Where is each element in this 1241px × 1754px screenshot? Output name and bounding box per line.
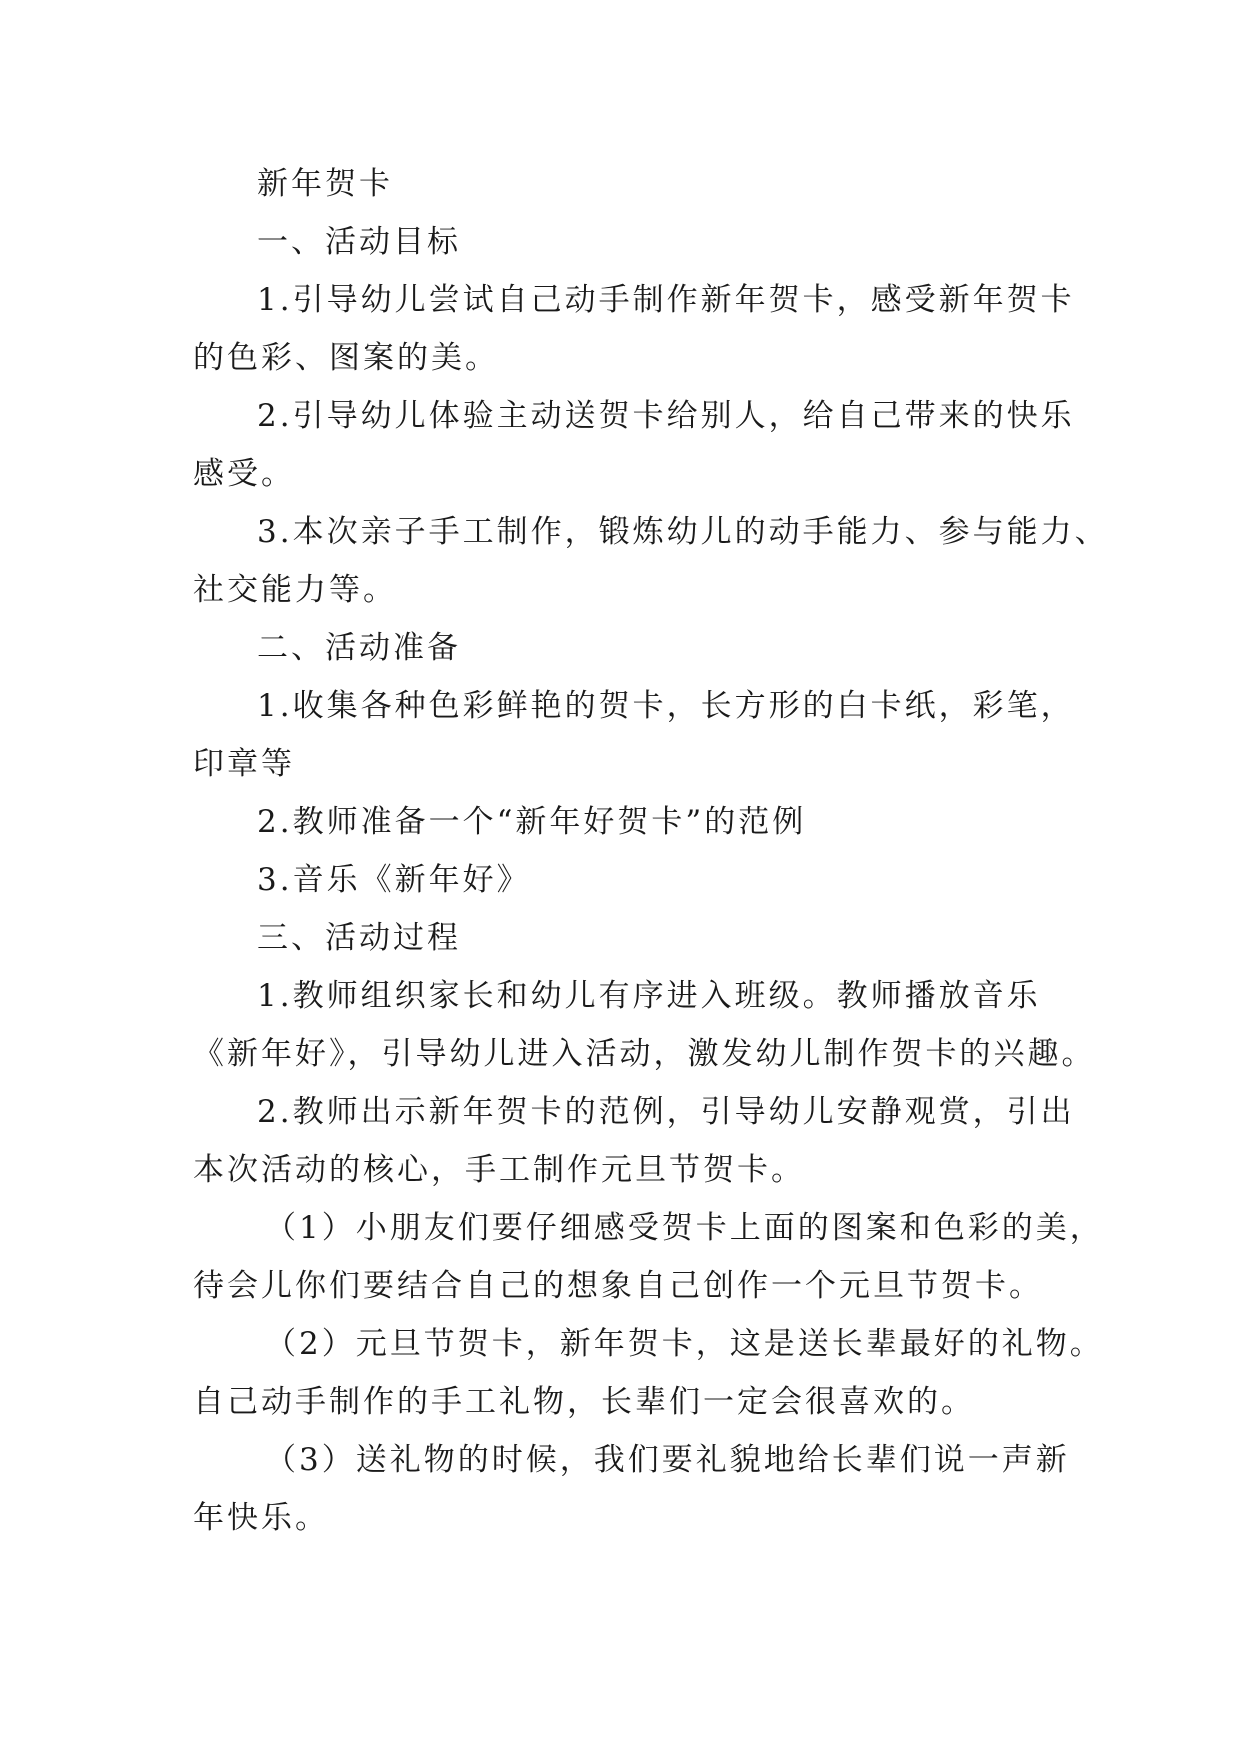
process-item-2-line-1: 2.教师出示新年贺卡的范例，引导幼儿安静观赏，引出 [257, 1094, 1075, 1130]
process-item-1-line-1: 1.教师组织家长和幼儿有序进入班级。教师播放音乐 [257, 978, 1041, 1014]
prep-item-3: 3.音乐《新年好》 [257, 862, 531, 898]
process-item-2-line-2: 本次活动的核心，手工制作元旦节贺卡。 [193, 1152, 805, 1188]
process-sub-1-line-2: 待会儿你们要结合自己的想象自己创作一个元旦节贺卡。 [193, 1268, 1043, 1304]
section-heading-prep: 二、活动准备 [257, 630, 461, 666]
process-sub-2-line-1: （2）元旦节贺卡，新年贺卡，这是送长辈最好的礼物。 [265, 1326, 1104, 1362]
goal-item-1-line-1: 1.引导幼儿尝试自己动手制作新年贺卡，感受新年贺卡 [257, 282, 1075, 318]
goal-item-2-line-1: 2.引导幼儿体验主动送贺卡给别人，给自己带来的快乐 [257, 398, 1075, 434]
process-sub-3-line-1: （3）送礼物的时候，我们要礼貌地给长辈们说一声新 [265, 1442, 1070, 1478]
goal-item-2-line-2: 感受。 [193, 456, 295, 492]
goal-item-3-line-2: 社交能力等。 [193, 572, 397, 608]
section-heading-goals: 一、活动目标 [257, 224, 461, 260]
process-sub-3-line-2: 年快乐。 [193, 1500, 329, 1536]
process-sub-2-line-2: 自己动手制作的手工礼物，长辈们一定会很喜欢的。 [193, 1384, 975, 1420]
prep-item-1-line-1: 1.收集各种色彩鲜艳的贺卡，长方形的白卡纸，彩笔， [257, 688, 1075, 724]
goal-item-3-line-1: 3.本次亲子手工制作，锻炼幼儿的动手能力、参与能力、 [257, 514, 1109, 550]
process-item-1-line-2: 《新年好》，引导幼儿进入活动，激发幼儿制作贺卡的兴趣。 [193, 1036, 1096, 1072]
process-sub-1-line-1: （1）小朋友们要仔细感受贺卡上面的图案和色彩的美， [265, 1210, 1104, 1246]
prep-item-1-line-2: 印章等 [193, 746, 295, 782]
document-title: 新年贺卡 [257, 166, 393, 202]
document-body [193, 155, 1109, 1547]
section-heading-process: 三、活动过程 [257, 920, 461, 956]
prep-item-2: 2.教师准备一个“新年好贺卡”的范例 [257, 804, 807, 840]
goal-item-1-line-2: 的色彩、图案的美。 [193, 340, 499, 376]
